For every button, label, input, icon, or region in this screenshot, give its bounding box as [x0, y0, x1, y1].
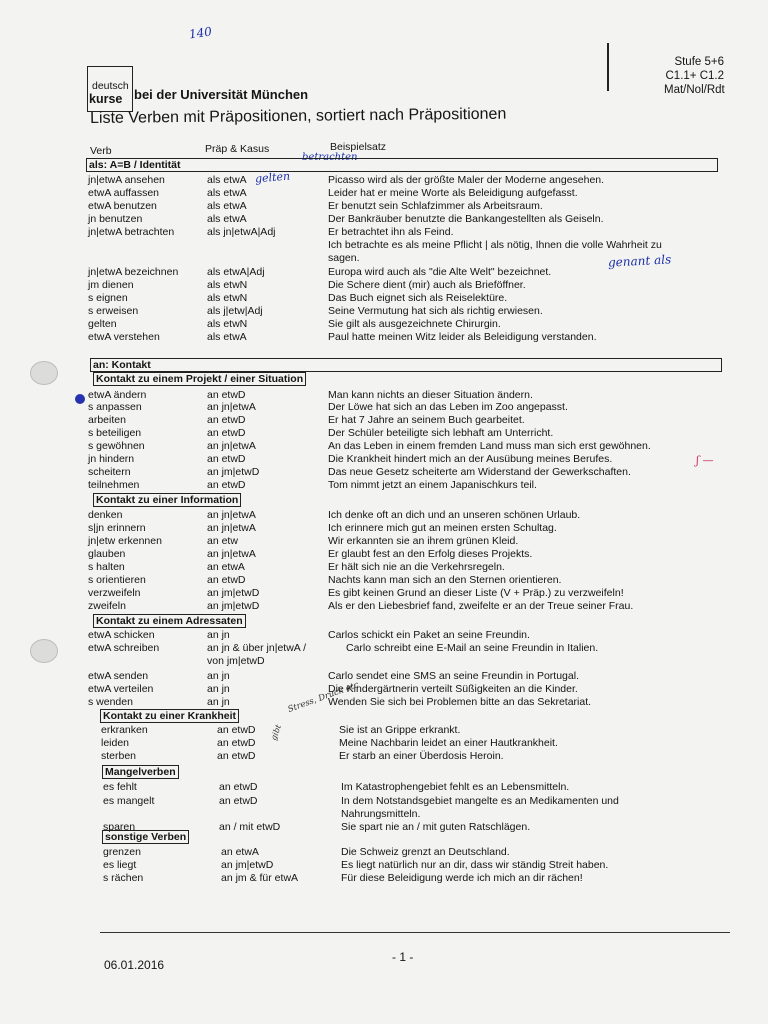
table-row: s anpassen an jn|etwA Der Löwe hat sich an das Leben im Zoo angepasst.: [88, 401, 568, 413]
handwritten-note-stress: Stress, Druck etc: [286, 680, 361, 715]
table-row: grenzen an etwA Die Schweiz grenzt an Deutschland.: [103, 846, 510, 858]
table-row: jn|etw erkennen an etw Wir erkannten sie an ihrem grünen Kleid.: [88, 535, 519, 547]
table-row: erkranken an etwD Sie ist an Grippe erkrankt.: [101, 724, 461, 736]
handwritten-red-mark: ʃ —: [696, 454, 714, 467]
table-row: zweifeln an jm|etwD Als er den Liebesbrief fand, zweifelte er an der Treue seiner Frau.: [88, 600, 634, 612]
table-row: sparen an / mit etwD Sie spart nie an / mit guten Ratschlägen.: [103, 821, 531, 833]
table-row: teilnehmen an etwD Tom nimmt jetzt an einem Japanischkurs teil.: [88, 479, 537, 491]
table-row: von jm|etwD: [207, 655, 265, 667]
group-header-sonstige: sonstige Verben: [102, 830, 189, 844]
table-row: s gewöhnen an jn|etwA An das Leben in einem fremden Land muss man sich erst gewöhnen.: [88, 440, 651, 452]
table-row: jn|etwA ansehen als etwA Picasso wird als der größte Maler der Moderne angesehen.: [88, 174, 605, 186]
page-title: Liste Verben mit Präpositionen, sortiert nach Präpositionen: [90, 105, 507, 127]
table-row: arbeiten an etwD Er hat 7 Jahre an seinem Buch gearbeitet.: [88, 414, 525, 426]
table-row: s rächen an jm & für etwA Für diese Beleidigung werde ich mich an dir rächen!: [103, 872, 583, 884]
group-header-projekt: Kontakt zu einem Projekt / einer Situation: [93, 372, 306, 386]
table-row: Ich betrachte es als meine Pflicht | als nötig, Ihnen die volle Wahrheit zu: [328, 239, 662, 251]
table-row: etwA senden an jn Carlo sendet eine SMS an seine Freundin in Portugal.: [88, 670, 579, 682]
table-row: gelten als etwN Sie gilt als ausgezeichnete Chirurgin.: [88, 318, 501, 330]
punch-hole-top: [30, 361, 58, 385]
table-row: etwA auffassen als etwA Leider hat er meine Worte als Beleidigung aufgefasst.: [88, 187, 578, 199]
section-header-an: an: Kontakt: [90, 358, 722, 372]
logo-kurse: kurse: [89, 92, 123, 106]
level-line-3: Mat/Nol/Rdt: [664, 84, 725, 96]
table-row: s halten an etwA Er hält sich nie an die Verkehrsregeln.: [88, 561, 505, 573]
column-header-prep: Präp & Kasus: [205, 143, 270, 155]
table-row: etwA benutzen als etwA Er benutzt sein Schlafzimmer als Arbeitsraum.: [88, 200, 543, 212]
column-header-example: Beispielsatz: [330, 141, 387, 153]
handwritten-note-top: 140: [188, 24, 213, 42]
footer-divider: [100, 932, 730, 933]
table-row: jm dienen als etwN Die Schere dient (mir) auch als Brieföffner.: [88, 279, 526, 291]
handwritten-note-betrachten: betrachten: [302, 152, 358, 163]
table-row: s eignen als etwN Das Buch eignet sich als Reiselektüre.: [88, 292, 508, 304]
table-row: jn|etwA betrachten als jn|etwA|Adj Er betrachtet ihn als Feind.: [88, 226, 454, 238]
table-row: es liegt an jm|etwD Es liegt natürlich nur an dir, dass wir ständig Streit haben.: [103, 859, 609, 871]
level-info: [664, 55, 724, 97]
table-row: etwA ändern an etwD Man kann nichts an dieser Situation ändern.: [88, 389, 533, 401]
table-row: sterben an etwD Er starb an einer Überdosis Heroin.: [101, 750, 504, 762]
table-row: es mangelt an etwD In dem Notstandsgebiet mangelte es an Medikamenten und: [103, 795, 619, 807]
table-row: s orientieren an etwD Nachts kann man sich an den Sternen orientieren.: [88, 574, 562, 586]
table-row: jn hindern an etwD Die Krankheit hindert mich an der Ausübung meines Berufes.: [88, 453, 613, 465]
institution-name: bei der Universität München: [134, 87, 309, 102]
table-row: etwA schreiben an jn & über jn|etwA / Carlo schreibt eine E-Mail an seine Freundin in Italien.: [88, 642, 599, 654]
handwritten-note-genannt: genant als: [607, 252, 672, 270]
table-row: leiden an etwD Meine Nachbarin leidet an einer Hautkrankheit.: [101, 737, 558, 749]
handwritten-note-gelten: gelten: [254, 169, 291, 186]
group-header-krankheit: Kontakt zu einer Krankheit: [100, 709, 239, 723]
table-row: sagen.: [328, 252, 360, 264]
table-row: Nahrungsmitteln.: [341, 808, 421, 820]
column-header-verb: Verb: [90, 145, 112, 157]
page-number: - 1 -: [392, 950, 414, 964]
table-row: etwA verteilen an jn Die Kindergärtnerin verteilt Süßigkeiten an die Kinder.: [88, 683, 578, 695]
level-line-1: Stufe 5+6: [674, 56, 724, 68]
table-row: jn|etwA bezeichnen als etwA|Adj Europa wird auch als "die Alte Welt" bezeichnet.: [88, 266, 552, 278]
section-header-als: als: A=B / Identität: [86, 158, 718, 172]
table-row: scheitern an jm|etwD Das neue Gesetz scheiterte am Widerstand der Gewerkschaften.: [88, 466, 631, 478]
table-row: glauben an jn|etwA Er glaubt fest an den Erfolg dieses Projekts.: [88, 548, 533, 560]
logo-deutsch: deutsch: [92, 80, 129, 92]
header-divider: [607, 43, 609, 91]
table-row: s|jn erinnern an jn|etwA Ich erinnere mich gut an meinen ersten Schultag.: [88, 522, 557, 534]
table-row: s wenden an jn Wenden Sie sich bei Problemen bitte an das Sekretariat.: [88, 696, 592, 708]
group-header-adressaten: Kontakt zu einem Adressaten: [93, 614, 246, 628]
table-row: es fehlt an etwD Im Katastrophengebiet fehlt es an Lebensmitteln.: [103, 781, 570, 793]
table-row: s beteiligen an etwD Der Schüler beteiligte sich lebhaft am Unterricht.: [88, 427, 554, 439]
footer-date: 06.01.2016: [104, 958, 165, 972]
table-row: verzweifeln an jm|etwD Es gibt keinen Grund an dieser Liste (V + Präp.) zu verzweifeln!: [88, 587, 624, 599]
table-row: jn benutzen als etwA Der Bankräuber benutzte die Bankangestellten als Geiseln.: [88, 213, 604, 225]
table-row: etwA verstehen als etwA Paul hatte meinen Witz leider als Beleidigung verstanden.: [88, 331, 597, 343]
level-line-2: C1.1+ C1.2: [665, 70, 724, 82]
table-row: etwA schicken an jn Carlos schickt ein Paket an seine Freundin.: [88, 629, 530, 641]
group-header-mangelverben: Mangelverben: [102, 765, 179, 779]
group-header-information: Kontakt zu einer Information: [93, 493, 241, 507]
table-row: s erweisen als j|etw|Adj Seine Vermutung hat sich als richtig erwiesen.: [88, 305, 543, 317]
table-row: denken an jn|etwA Ich denke oft an dich und an unseren schönen Urlaub.: [88, 509, 581, 521]
handwritten-note-gibt: gibt: [269, 723, 283, 742]
